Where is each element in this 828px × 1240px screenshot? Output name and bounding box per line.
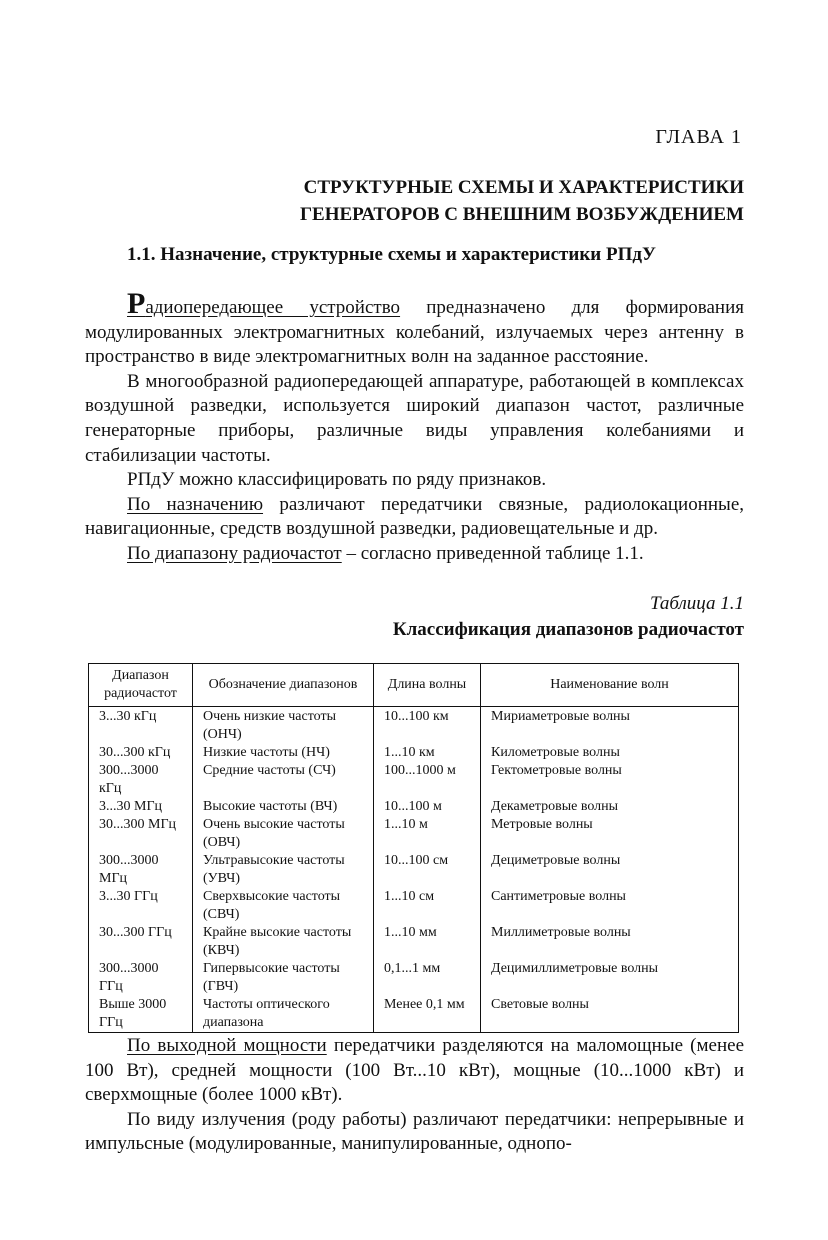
cell-wavelength: 1...10 м: [374, 816, 481, 852]
cell-wavelength: Менее 0,1 мм: [374, 996, 481, 1033]
header-designation: Обозначение диапазонов: [193, 664, 374, 707]
after-table-text: [85, 1034, 744, 1157]
table-row: [89, 852, 739, 888]
cell-range: 30...300 кГц: [89, 744, 193, 762]
table-row: [89, 816, 739, 852]
frequency-table: [88, 663, 739, 1033]
table-header-row: [89, 664, 739, 707]
table-caption: [393, 591, 744, 643]
table-label: Таблица 1.1: [650, 593, 744, 614]
cell-range: 300...3000 МГц: [89, 852, 193, 888]
chapter-title-line: ГЕНЕРАТОРОВ С ВНЕШНИМ ВОЗБУЖДЕНИЕМ: [299, 204, 744, 225]
cell-designation: Сверхвысокие частоты (СВЧ): [193, 888, 374, 924]
term-rest: адиопередающее устройство: [145, 297, 401, 318]
cell-designation: Ультравысокие частоты (УВЧ): [193, 852, 374, 888]
defined-term: [127, 287, 401, 320]
chapter-title-line: СТРУКТУРНЫЕ СХЕМЫ И ХАРАКТЕРИСТИКИ: [303, 177, 744, 198]
cell-range: Выше 3000 ГГц: [89, 996, 193, 1033]
table-row: [89, 798, 739, 816]
cell-range: 3...30 МГц: [89, 798, 193, 816]
cell-wavelength: 1...10 мм: [374, 924, 481, 960]
cell-wave-name: Мириаметровые волны: [481, 707, 739, 745]
paragraph: По виду излучения (роду работы) различают передатчики: непрерывные и импульсные (модулированные, манипулированные, однопо-: [85, 1108, 744, 1155]
criterion-term: По выходной мощности: [127, 1035, 327, 1056]
cell-wave-name: Децимиллиметровые волны: [481, 960, 739, 996]
criterion-term: По диапазону радиочастот: [127, 542, 342, 564]
cell-wave-name: Декаметровые волны: [481, 798, 739, 816]
paragraph: [85, 287, 745, 370]
cell-wave-name: Километровые волны: [481, 744, 739, 762]
paragraph: [85, 1034, 744, 1108]
section-title: 1.1. Назначение, структурные схемы и характеристики РПдУ: [127, 244, 656, 265]
table-row: [89, 960, 739, 996]
paragraph-text: предназначено для формирования модулированных электромагнитных колебаний, излучаемых через антенну в пространство в виде электромагнитных волн на заданное расстояние.: [85, 297, 745, 368]
cell-wave-name: Миллиметровые волны: [481, 924, 739, 960]
cell-wavelength: 1...10 км: [374, 744, 481, 762]
cell-designation: Высокие частоты (ВЧ): [193, 798, 374, 816]
table-row: [89, 888, 739, 924]
cell-wave-name: Световые волны: [481, 996, 739, 1033]
cell-wavelength: 10...100 м: [374, 798, 481, 816]
table-row: [89, 707, 739, 745]
cell-designation: Низкие частоты (НЧ): [193, 744, 374, 762]
paragraph: [85, 493, 744, 542]
intro-text: [85, 287, 745, 567]
table-row: [89, 996, 739, 1033]
cell-wave-name: Метровые волны: [481, 816, 739, 852]
cell-designation: Частоты оптического диапазона: [193, 996, 374, 1033]
cell-wavelength: 10...100 см: [374, 852, 481, 888]
paragraph: В многообразной радиопередающей аппаратуре, работающей в комплексах воздушной разведки, используется широкий диапазон частот, различные генераторные приборы, различные виды управления колебаниями и стабилизации частоты.: [85, 370, 744, 466]
header-range: Диапазон радиочастот: [89, 664, 193, 707]
drop-cap: Р: [127, 287, 146, 320]
paragraph-text: – согласно приведенной таблице 1.1.: [341, 542, 644, 564]
cell-range: 300...3000 ГГц: [89, 960, 193, 996]
chapter-title: [84, 174, 744, 228]
cell-designation: Средние частоты (СЧ): [193, 762, 374, 798]
header-wavelength: Длина волны: [374, 664, 481, 707]
cell-wave-name: Дециметровые волны: [481, 852, 739, 888]
cell-range: 3...30 ГГц: [89, 888, 193, 924]
cell-wavelength: 1...10 см: [374, 888, 481, 924]
cell-designation: Крайне высокие частоты (КВЧ): [193, 924, 374, 960]
cell-wavelength: 100...1000 м: [374, 762, 481, 798]
paragraph: [85, 542, 744, 567]
cell-designation: Очень высокие частоты (ОВЧ): [193, 816, 374, 852]
cell-range: 30...300 ГГц: [89, 924, 193, 960]
cell-range: 300...3000 кГц: [89, 762, 193, 798]
paragraph: РПдУ можно классифицировать по ряду признаков.: [127, 469, 547, 491]
cell-wave-name: Гектометровые волны: [481, 762, 739, 798]
cell-designation: Очень низкие частоты (ОНЧ): [193, 707, 374, 745]
criterion-term: По назначению: [127, 493, 264, 515]
cell-designation: Гипервысокие частоты (ГВЧ): [193, 960, 374, 996]
cell-wave-name: Сантиметровые волны: [481, 888, 739, 924]
paragraph-text: различают передатчики связные, радиолокационные, навигационные, средств воздушной разведки, радиовещательные и др.: [85, 493, 745, 540]
table-title: Классификация диапазонов радиочастот: [392, 619, 744, 640]
cell-wavelength: 0,1...1 мм: [374, 960, 481, 996]
cell-wavelength: 10...100 км: [374, 707, 481, 745]
paragraph-text: передатчики разделяются на маломощные (менее 100 Вт), средней мощности (100 Вт...10 кВт), мощные (10...1000 кВт) и сверхмощные (более 1000 кВт).: [85, 1035, 744, 1106]
table-row: [89, 762, 739, 798]
header-wave-name: Наименование волн: [481, 664, 739, 707]
cell-range: 3...30 кГц: [89, 707, 193, 745]
table-row: [89, 924, 739, 960]
table-row: [89, 744, 739, 762]
chapter-heading: ГЛАВА 1: [655, 126, 742, 148]
cell-range: 30...300 МГц: [89, 816, 193, 852]
